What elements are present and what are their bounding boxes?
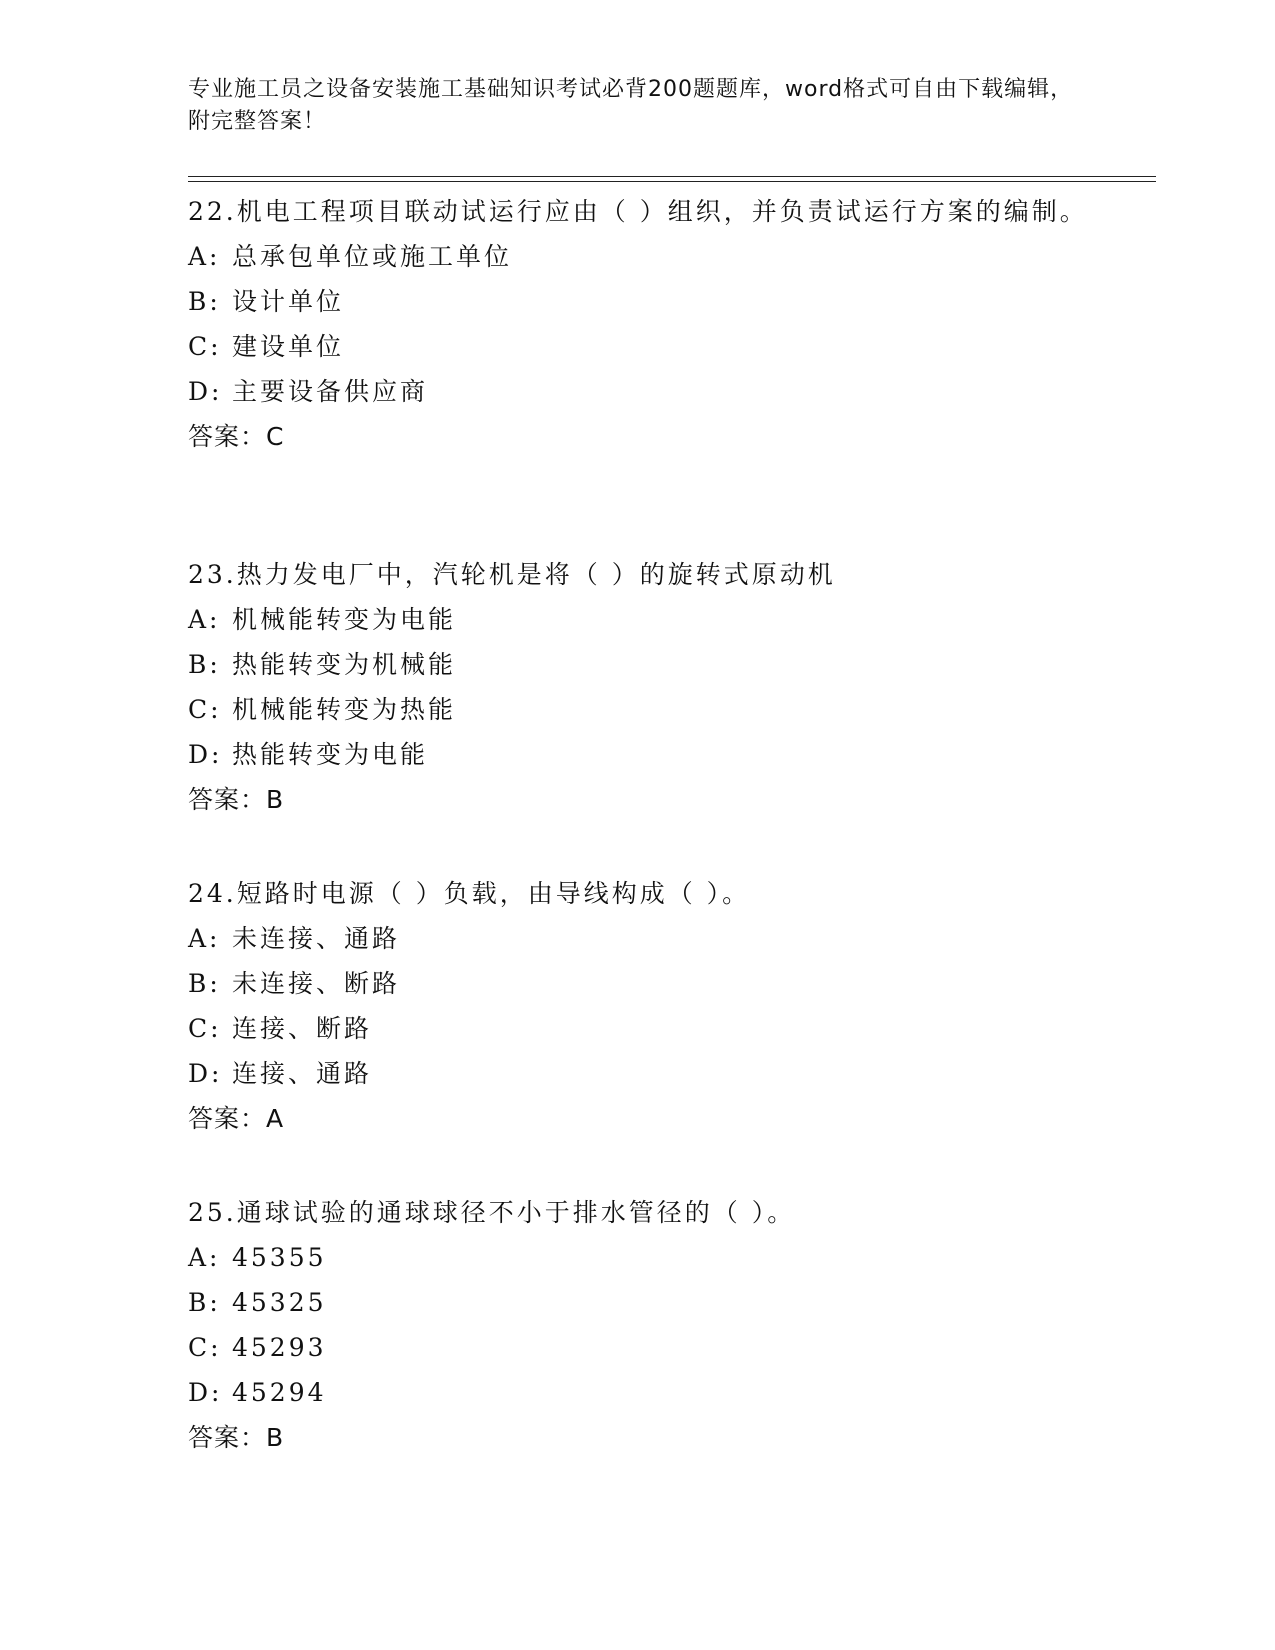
option-c (188, 1325, 1088, 1370)
option-letter: C: (188, 695, 222, 724)
option-letter: D: (188, 740, 223, 769)
option-letter: D: (188, 1378, 223, 1407)
question-block (188, 552, 1088, 822)
document-header: 专业施工员之设备安装施工基础知识考试必背200题题库，word格式可自由下载编辑，附完整答案！ (188, 77, 1074, 134)
question-stem: 24.短路时电源（ ）负载，由导线构成（ ）。 (188, 879, 751, 908)
question-stem: 23.热力发电厂中，汽轮机是将（ ）的旋转式原动机 (188, 560, 836, 589)
option-b (188, 1280, 1088, 1325)
option-text: 机械能转变为电能 (232, 605, 457, 634)
option-text: 连接、通路 (232, 1059, 373, 1088)
answer-line: 答案：B (188, 785, 285, 814)
option-letter: A: (188, 924, 221, 953)
option-b (188, 642, 1088, 687)
option-letter: D: (188, 377, 223, 406)
option-text: 热能转变为电能 (232, 740, 429, 769)
option-a (188, 916, 1088, 961)
option-a (188, 234, 1088, 279)
option-text: 建设单位 (232, 332, 345, 361)
option-text: 45294 (232, 1378, 327, 1407)
option-letter: C: (188, 1014, 222, 1043)
option-a (188, 597, 1088, 642)
option-d (188, 732, 1088, 777)
question-stem: 25.通球试验的通球球径不小于排水管径的（ ）。 (188, 1198, 796, 1227)
option-letter: B: (188, 1288, 221, 1317)
option-c (188, 1006, 1088, 1051)
option-d (188, 1370, 1088, 1415)
option-text: 45325 (232, 1288, 327, 1317)
header-divider-top (188, 176, 1156, 177)
option-d (188, 1051, 1088, 1096)
question-block (188, 871, 1088, 1141)
option-letter: C: (188, 332, 222, 361)
option-letter: A: (188, 1243, 221, 1272)
option-text: 未连接、通路 (232, 924, 401, 953)
answer-line: 答案：B (188, 1423, 285, 1452)
question-block (188, 1190, 1088, 1460)
header-divider-bottom (188, 181, 1156, 182)
option-letter: B: (188, 287, 221, 316)
option-a (188, 1235, 1088, 1280)
option-text: 主要设备供应商 (232, 377, 429, 406)
option-letter: A: (188, 605, 221, 634)
option-text: 设计单位 (232, 287, 345, 316)
option-letter: B: (188, 650, 221, 679)
option-d (188, 369, 1088, 414)
option-text: 总承包单位或施工单位 (232, 242, 513, 271)
option-letter: A: (188, 242, 221, 271)
option-text: 45355 (232, 1243, 327, 1272)
option-letter: C: (188, 1333, 222, 1362)
question-block (188, 189, 1088, 459)
option-text: 机械能转变为热能 (232, 695, 457, 724)
option-letter: D: (188, 1059, 223, 1088)
option-b (188, 961, 1088, 1006)
question-stem: 22.机电工程项目联动试运行应由（ ）组织，并负责试运行方案的编制。 (188, 197, 1088, 226)
option-text: 连接、断路 (232, 1014, 373, 1043)
option-text: 热能转变为机械能 (232, 650, 457, 679)
option-letter: B: (188, 969, 221, 998)
option-c (188, 687, 1088, 732)
answer-line: 答案：C (188, 422, 285, 451)
option-text: 45293 (232, 1333, 327, 1362)
option-b (188, 279, 1088, 324)
option-text: 未连接、断路 (232, 969, 401, 998)
option-c (188, 324, 1088, 369)
answer-line: 答案：A (188, 1104, 285, 1133)
